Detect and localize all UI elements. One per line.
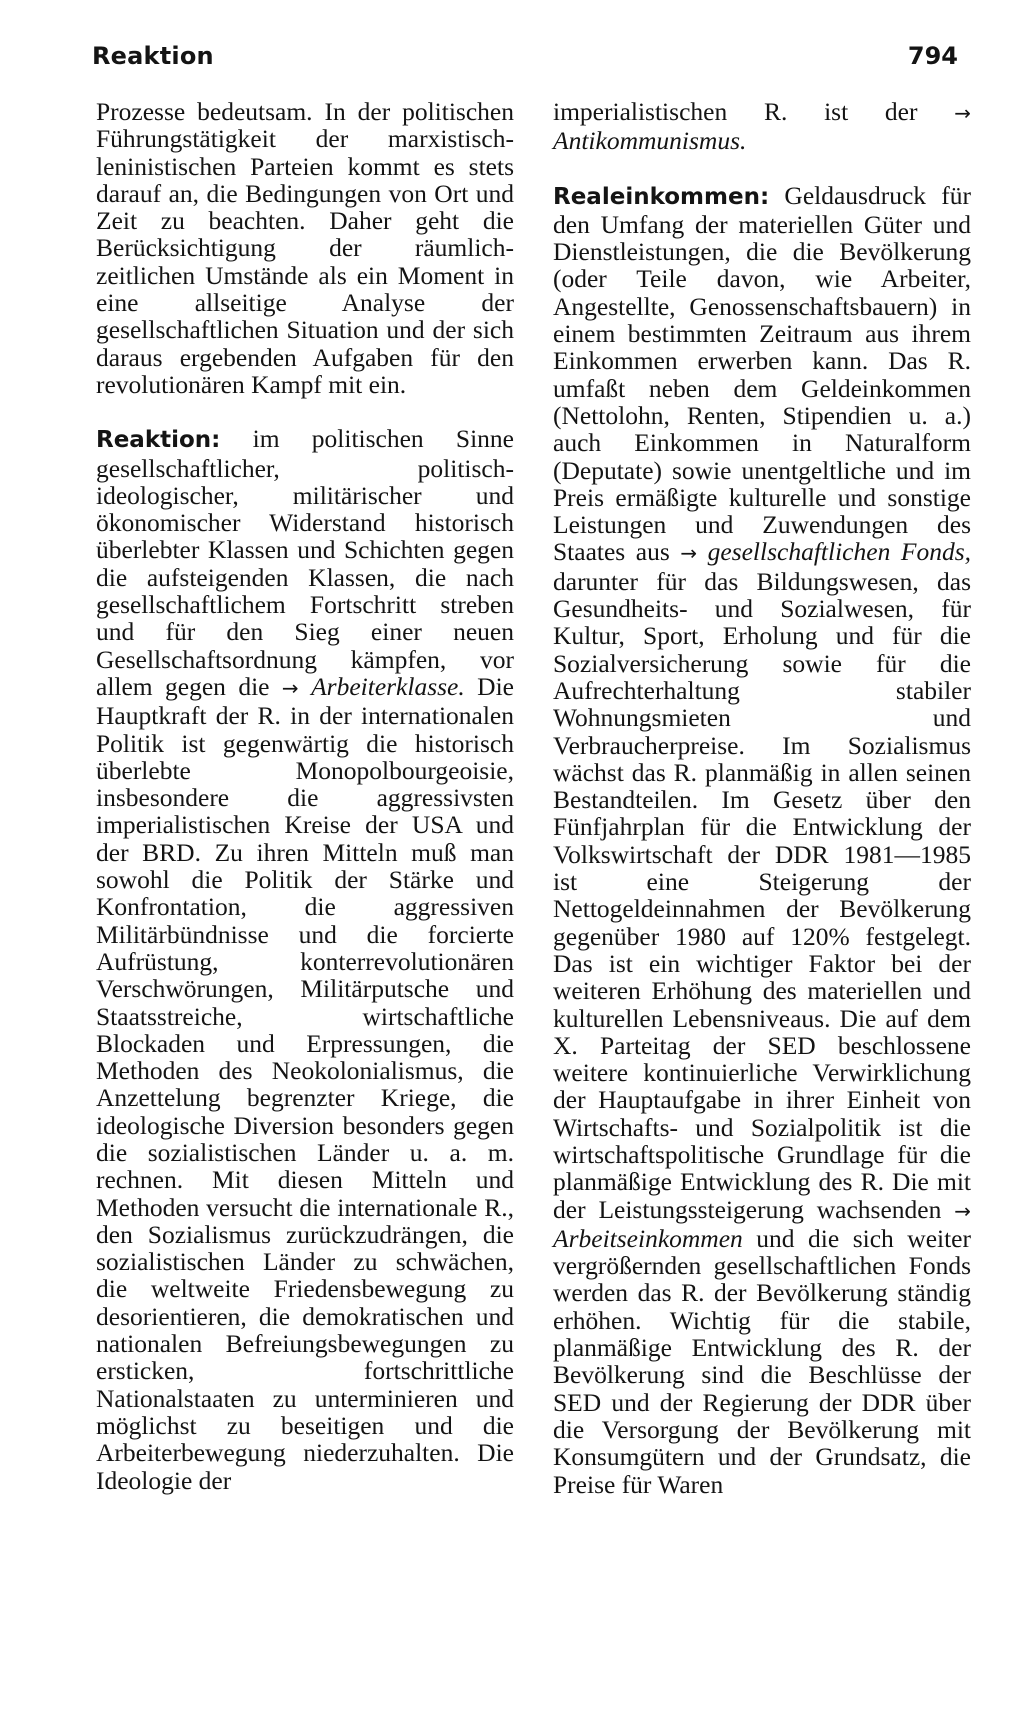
running-head-keyword: Reaktion bbox=[92, 42, 214, 70]
cross-reference-gesellschaftliche-fonds[interactable]: gesellschaftlichen Fonds, bbox=[707, 537, 971, 567]
cross-reference-arrow-icon: → bbox=[954, 101, 971, 125]
page-header bbox=[92, 42, 958, 82]
continuation-text: imperialistischen R. ist der bbox=[553, 97, 955, 126]
entry-text: im politischen Sinne gesellschaftlicher, politisch-ideologischer, militärischer und ökonomischer Widerstand historisch überlebter Klassen und Schichten gegen die aufsteigenden Klassen, die nach gesellschaftlichem Fortschritt streben und für den Sieg einer neuen Gesellschaftsordnung kämpfen, vor allem gegen die bbox=[96, 424, 514, 701]
page-number: 794 bbox=[907, 42, 958, 70]
entry-text: und die sich weiter vergrößernden gesellschaftlichen Fonds werden das R. der Bevölkerung ständig erhöhen. Wichtig für die stabile, planmäßige Entwicklung des R. der Bevölkerung sind die Beschlüsse der SED und der Regierung der DDR über die Versorgung der Bevölkerung mit Konsumgütern und der Grundsatz, die Preise für Waren bbox=[553, 1223, 971, 1499]
entry-text: Die Hauptkraft der R. in der internationalen Politik ist gegenwärtig die historisch überlebte Monopolbourgeoisie, insbesondere die aggressivsten imperialistischen Kreise der USA und der BRD. Zu ihren Mitteln muß man sowohl die Politik der Stärke und Konfrontation, die aggressiven Militärbündnisse und die forcierte Aufrüstung, konterrevolutionären Verschwörungen, Militärputsche und Staatsstreiche, wirtschaftliche Blockaden und Erpressungen, die Methoden des Neokolonialismus, die Anzettelung begrenzter Kriege, die ideologische Diversion besonders gegen die sozialistischen Länder u. a. m. rechnen. Mit diesen Mitteln und Methoden versucht die internationale R., den Sozialismus zurückzudrängen, die sozialistischen Länder zu schwächen, die weltweite Friedensbewegung zu desorientieren, die demokratischen und nationalen Befreiungsbewegungen zu ersticken, fortschrittliche Nationalstaaten zu unterminieren und möglichst zu beseitigen und die Arbeiterbewegung niederzuhalten. Die Ideologie der bbox=[96, 671, 514, 1495]
entry-realeinkommen bbox=[553, 182, 971, 1498]
cross-reference-arbeiterklasse[interactable]: Arbeiterklasse. bbox=[311, 671, 465, 701]
cross-reference-antikommunismus[interactable]: Antikommunismus. bbox=[553, 126, 747, 156]
cross-reference-arrow-icon: → bbox=[281, 675, 299, 700]
cross-reference-arrow-icon: → bbox=[680, 541, 698, 566]
cross-reference-arrow-icon: → bbox=[954, 1198, 971, 1223]
left-column bbox=[96, 98, 514, 1494]
entry-lemma-realeinkommen: Realeinkommen: bbox=[553, 183, 770, 210]
right-column bbox=[553, 98, 971, 1498]
cross-reference-arbeitseinkommen[interactable]: Arbeitseinkommen bbox=[553, 1223, 743, 1253]
entry-text: darunter für das Bildungswesen, das Gesundheits- und Sozialwesen, für Kultur, Sport, Erholung und für die Sozialversicherung sowie für die Aufrechterhaltung stabiler Wohnungsmieten und Verbraucherpreise. Im Sozialismus wächst das R. planmäßig in allen seinen Bestandteilen. Im Gesetz über den Fünfjahrplan für die Entwicklung der Volkswirtschaft der DDR 1981—1985 ist eine Steigerung der Nettogeldeinnahmen der Bevölkerung gegenüber 1980 auf 120% festgelegt. Das ist ein wichtiger Faktor bei der weiteren Erhöhung des materiellen und kulturellen Lebensniveaus. Die auf dem X. Parteitag der SED beschlossene weitere kontinuierliche Verwirklichung der Hauptaufgabe in ihrer Einheit von Wirtschafts- und Sozialpolitik ist die wirtschaftspolitische Grundlage für die planmäßige Entwicklung des R. Die mit der Leistungssteigerung wachsenden bbox=[553, 566, 971, 1224]
continuation-paragraph: Prozesse bedeutsam. In der politischen Führungstätigkeit der marxistisch-leninistischen Parteien kommt es stets darauf an, die Bedingungen von Ort und Zeit zu beachten. Daher geht die Berücksichtigung der räumlich-zeitlichen Umstände als ein Moment in eine allseitige Analyse der gesellschaftlichen Situation und der sich daraus ergebenden Aufgaben für den revolutionären Kampf mit ein. bbox=[96, 97, 514, 399]
entry-lemma-reaktion: Reaktion: bbox=[96, 427, 221, 454]
entry-reaktion bbox=[96, 425, 514, 1494]
continuation-paragraph bbox=[553, 98, 971, 155]
entry-text: Geldausdruck für den Umfang der materiellen Güter und Dienstleistungen, die die Bevölkerung (oder Teile davon, wie Arbeiter, Angestellte, Genossenschaftsbauern) in einem bestimmten Zeitraum aus ihrem Einkommen erwerben kann. Das R. umfaßt neben dem Geldeinkommen (Nettolohn, Renten, Stipendien u. a.) auch Einkommen in Naturalform (Deputate) sowie unentgeltliche und im Preis ermäßigte kulturelle und sonstige Leistungen und Zuwendungen des Staates aus bbox=[553, 180, 971, 567]
